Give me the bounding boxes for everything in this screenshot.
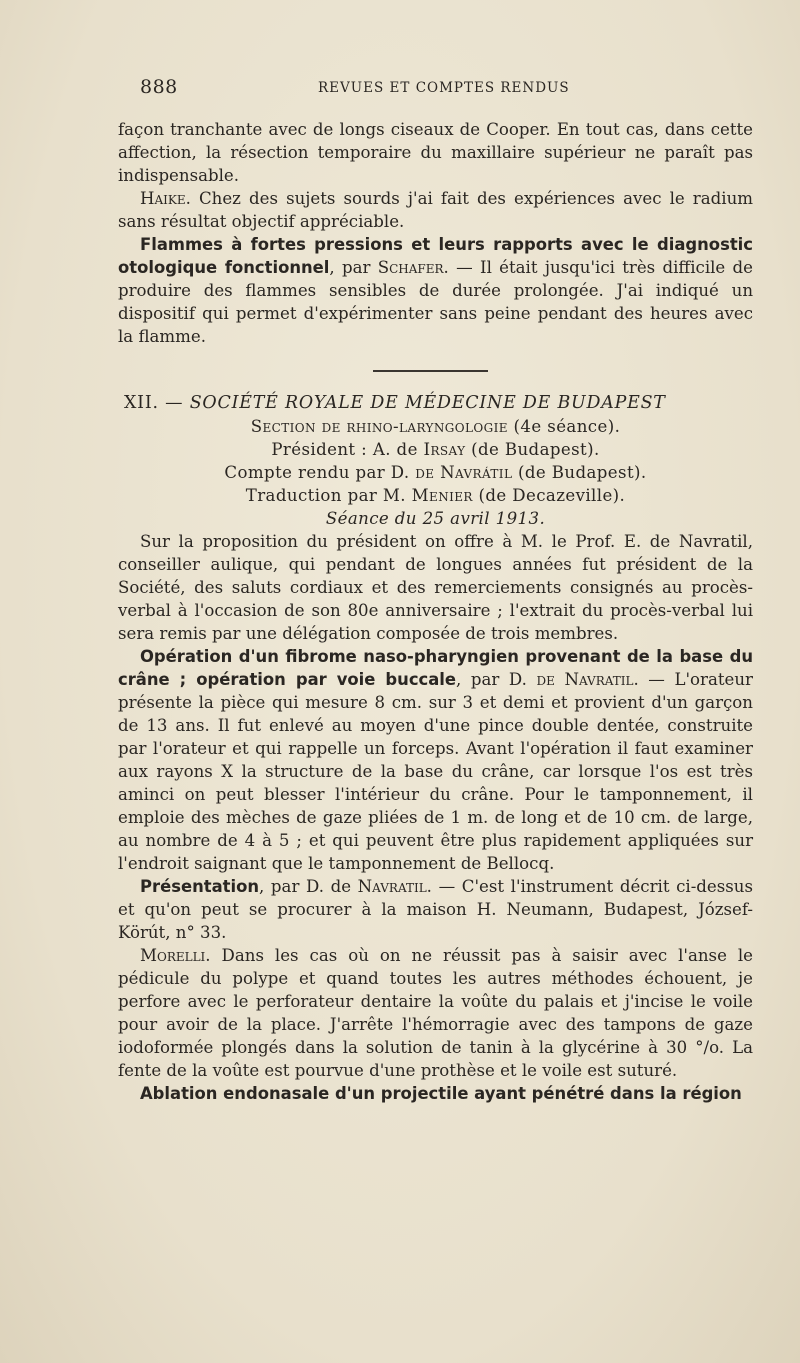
- translation-post: (de Decazeville).: [472, 486, 626, 505]
- article-title: Ablation endonasale d'un projectile ayant pénétré dans la région: [140, 1084, 742, 1103]
- section-heading: [118, 392, 753, 415]
- report-name: de Navrátil: [415, 463, 513, 482]
- paragraph-proposition: Sur la proposition du président on offre à M. le Prof. E. de Navratil, conseiller aulique, qui pendant de longues années fut président de la Société, des saluts cordiaux et des remerciements consignés au procès-verbal à l'occasion de son 80e anniversaire ; l'extrait du procès-verbal lui sera remis par une délégation composée de trois membres.: [118, 532, 753, 643]
- author-name: Schafer.: [377, 258, 449, 277]
- paragraph-haike: [118, 187, 753, 233]
- paragraph-ablation: [118, 1082, 753, 1105]
- president-post: (de Budapest).: [465, 440, 600, 459]
- translator-name: Menier: [411, 486, 473, 505]
- report-pre: Compte rendu par D.: [224, 463, 416, 482]
- running-title: REVUES ET COMPTES RENDUS: [318, 80, 570, 96]
- author-name: Navratil.: [357, 877, 432, 896]
- paragraph-morelli: [118, 944, 753, 1082]
- translation-pre: Traduction par M.: [245, 486, 412, 505]
- article-title: Opération d'un fibrome naso-pharyngien provenant de la base du crâne ; opération par voie buccale: [118, 647, 753, 689]
- section-subheading: [118, 415, 753, 438]
- section-number: XII. —: [124, 393, 190, 413]
- byline-connector: , par D.: [456, 670, 537, 689]
- president-name: Irsay: [423, 440, 466, 459]
- author-name: Morelli.: [140, 946, 211, 965]
- section-subheading-rest: (4e séance).: [507, 417, 621, 436]
- report-post: (de Budapest).: [512, 463, 647, 482]
- page-number: 888: [140, 76, 178, 98]
- paragraph-text: — L'orateur présente la pièce qui mesure 8 cm. sur 3 et demi et provient d'un garçon de 13 ans. Il fut enlevé au moyen d'une pince double dentée, construite par l'orateur et qui rappelle un forceps. Avant l'opération il faut examiner aux rayons X la structure de la base du crâne, car lorsque l'os est très aminci on peut blesser l'intérieur du crâne. Pour le tamponnement, il emploie des mèches de gaze pliées de 1 m. de long et de 10 cm. de large, au nombre de 4 à 5 ; et qui peuvent être plus rapidement appliquées sur l'endroit saignant que le tamponnement de Bellocq.: [118, 670, 753, 873]
- byline-connector: , par D. de: [259, 877, 358, 896]
- byline-connector: , par: [329, 258, 378, 277]
- president-line: [118, 438, 753, 461]
- paragraph-flammes: [118, 233, 753, 348]
- president-pre: Président : A. de: [271, 440, 424, 459]
- paragraph-presentation: [118, 875, 753, 944]
- article-title: Présentation: [140, 877, 260, 896]
- section-subheading-sc: Section de rhino-laryngologie: [250, 417, 508, 436]
- section-divider: [118, 348, 753, 392]
- author-name: de Navratil.: [536, 670, 639, 689]
- author-name: Haike.: [140, 189, 191, 208]
- report-line: [118, 461, 753, 484]
- translation-line: [118, 484, 753, 507]
- page-body: [118, 118, 753, 1105]
- paragraph-text: Dans les cas où on ne réussit pas à saisir avec l'anse le pédicule du polype et quand toutes les autres méthodes échouent, je perfore avec le perforateur dentaire la voûte du palais et j'incise le voile pour avoir de la place. J'arrête l'hémorragie avec des tampons de gaze iodoformée plongés dans la solution de tanin à la glycérine à 30 °/o. La fente de la voûte est pourvue d'une prothèse et le voile est suturé.: [118, 946, 753, 1080]
- page-header: [118, 76, 753, 102]
- paragraph-text: Chez des sujets sourds j'ai fait des expériences avec le radium sans résultat objectif appréciable.: [118, 189, 753, 231]
- paragraph-continuation: façon tranchante avec de longs ciseaux de Cooper. En tout cas, dans cette affection, la résection temporaire du maxillaire supérieur ne paraît pas indispensable.: [118, 120, 753, 185]
- paragraph-text: — Il était jusqu'ici très difficile de produire des flammes sensibles de durée prolongée. J'ai indiqué un dispositif qui permet d'expérimenter sans peine pendant des heures avec la flamme.: [118, 258, 753, 346]
- session-date: Séance du 25 avril 1913.: [325, 509, 546, 528]
- paragraph-text: — C'est l'instrument décrit ci-dessus et qu'on peut se procurer à la maison H. Neumann, Budapest, József-Körút, n° 33.: [118, 877, 753, 942]
- section-title: SOCIÉTÉ ROYALE DE MÉDECINE DE BUDAPEST: [189, 393, 666, 413]
- paragraph-fibrome: [118, 645, 753, 875]
- article-title: Flammes à fortes pressions et leurs rapports avec le diagnostic otologique fonctionnel: [118, 235, 753, 277]
